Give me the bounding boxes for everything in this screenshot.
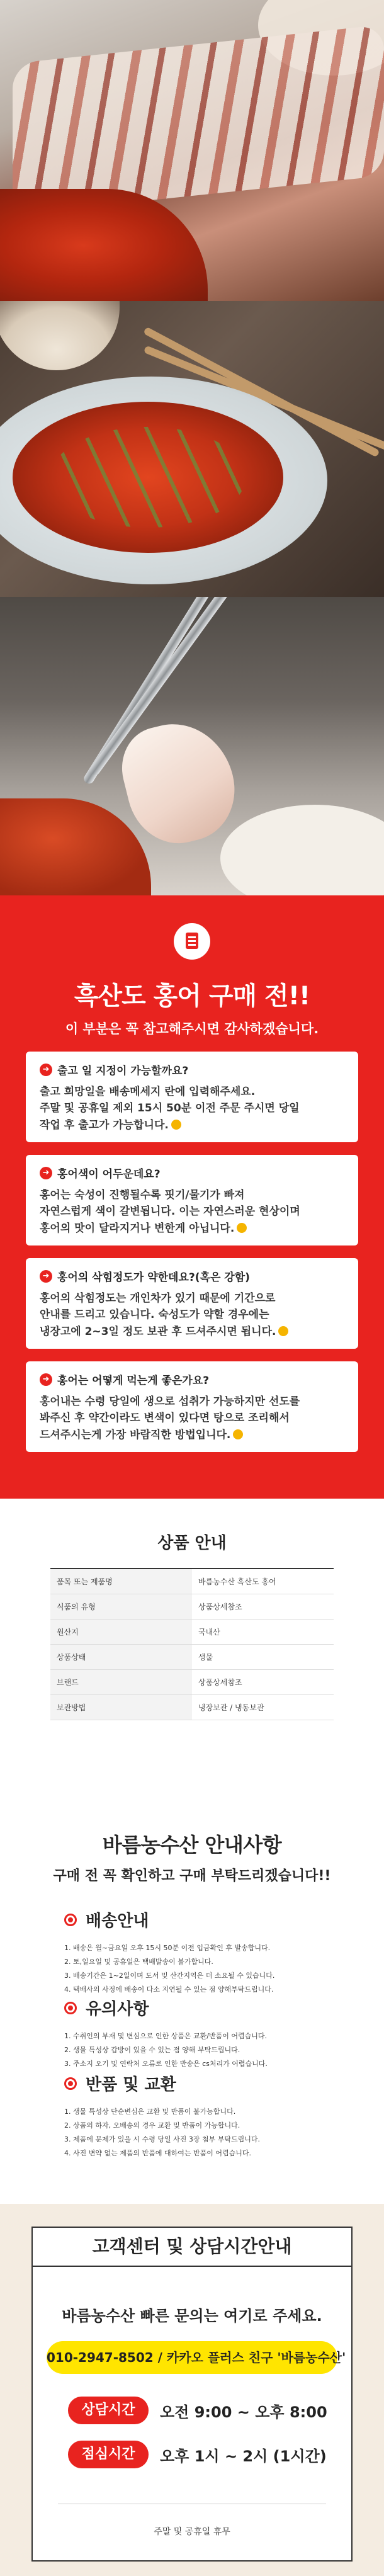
table-value: 상품상세참조: [192, 1594, 334, 1619]
return-info-block: [64, 2072, 341, 2160]
arrow-right-icon: ➜: [40, 1373, 52, 1386]
table-key: 원산지: [50, 1619, 192, 1644]
cs-title: 고객센터 및 상담시간안내: [31, 2227, 353, 2267]
arrow-right-icon: ➜: [40, 1270, 52, 1283]
table-row: [50, 1644, 334, 1669]
seasoned-food-shape: [13, 402, 283, 553]
smile-emoji-icon: [278, 1326, 288, 1336]
faq-answer-line: 작업 후 출고가 가능합니다.: [40, 1118, 169, 1132]
bowl-shape: [0, 301, 120, 370]
smile-emoji-icon: [237, 1223, 247, 1233]
table-row: [50, 1694, 334, 1720]
faq-card: [26, 1052, 358, 1142]
info-line: 4. 사진 변약 없는 제품의 반품에 대하여는 반품이 어렵습니다.: [64, 2149, 251, 2157]
product-info-title: 상품 안내: [157, 1534, 227, 1553]
faq-card: [26, 1155, 358, 1245]
lunch-time: 오후 1시 ~ 2시 (1시간): [160, 2447, 327, 2465]
arrow-right-icon: ➜: [40, 1167, 52, 1179]
info-line: 2. 토,일요일 및 공휴일은 택배발송이 불가합니다.: [64, 1958, 213, 1966]
info-line: 2. 상품의 하자, 오배송의 경우 교환 및 반품이 가능합니다.: [64, 2121, 240, 2130]
faq-answer-line: 봐주신 후 약간이라도 변색이 있다면 탕으로 조리해서: [40, 1412, 290, 1425]
info-line: 4. 택배사의 사정에 배송이 다소 지연될 수 있는 점 양해부탁드립니다.: [64, 1985, 274, 1994]
customer-center-section: [0, 2204, 384, 2576]
table-row: [50, 1569, 334, 1594]
skate-slice-shape: [113, 712, 246, 853]
table-key: 브랜드: [50, 1669, 192, 1694]
cs-intro: 바름농수산 빠른 문의는 여기로 주세요.: [62, 2307, 322, 2325]
faq-question: 홍어의 삭힘정도가 약한데요?(혹은 강함): [57, 1271, 250, 1284]
table-row: [50, 1619, 334, 1644]
notice-doc-icon: [174, 923, 210, 960]
bullet-circle-icon: [64, 1914, 77, 1926]
product-info-table: [50, 1568, 334, 1720]
faq-card: [26, 1258, 358, 1349]
cs-phone-contact[interactable]: 010-2947-8502 / 카카오 플러스 친구 '바름농수산': [47, 2341, 337, 2374]
sliced-skate-shape: [13, 25, 384, 215]
section-heading: 반품 및 교환: [86, 2075, 176, 2094]
arrow-right-icon: ➜: [40, 1064, 52, 1076]
faq-question: 홍어는 어떻게 먹는게 좋은가요?: [57, 1375, 210, 1387]
info-line: 3. 제품에 문제가 있을 시 수령 당일 사진 3장 첨부 부탁드립니다.: [64, 2135, 260, 2143]
table-value: 생물: [192, 1644, 334, 1669]
table-value: 바름농수산 흑산도 홍어: [192, 1569, 334, 1594]
table-key: 보관방법: [50, 1694, 192, 1720]
smile-emoji-icon: [171, 1120, 181, 1130]
faq-answer-line: 홍어는 숙성이 진행될수록 핏기/물기가 빠져: [40, 1189, 245, 1201]
table-row: [50, 1594, 334, 1619]
section-heading: 유의사항: [86, 2000, 149, 2019]
plate-shape: [220, 805, 384, 895]
notice-subtitle: 이 부분은 꼭 참고해주시면 감사하겠습니다.: [65, 1021, 319, 1036]
consult-time: 오전 9:00 ~ 오후 8:00: [160, 2403, 327, 2421]
consult-label: 상담시간: [68, 2397, 149, 2424]
info-line: 1. 배송은 월~금요일 오후 15시 50분 이전 입금확인 후 발송합니다.: [64, 1944, 271, 1952]
bullet-circle-icon: [64, 2077, 77, 2090]
table-key: 상품상태: [50, 1644, 192, 1669]
consult-hours-row: [68, 2397, 327, 2424]
store-info-title: 바름농수산 안내사항: [102, 1833, 282, 1857]
table-value: 상품상세참조: [192, 1669, 334, 1694]
product-photo-sliced-skate: [0, 0, 384, 301]
faq-answer-line: 냉장고에 2~3일 정도 보관 후 드셔주시면 됩니다.: [40, 1325, 276, 1338]
info-line: 3. 주소지 오기 및 연락처 오류로 인한 반송은 cs처리가 어렵습니다.: [64, 2060, 268, 2068]
faq-answer-line: 홍어의 맛이 달라지거나 변한게 아닙니다.: [40, 1222, 235, 1235]
faq-answer-line: 출고 희망일을 배송메세지 란에 입력해주세요.: [40, 1086, 256, 1098]
info-line: 1. 생물 특성상 단순변심은 교환 및 반품이 불가능합니다.: [64, 2108, 236, 2116]
lunch-hours-row: [68, 2441, 327, 2468]
table-key: 식품의 유형: [50, 1594, 192, 1619]
notice-title: 흑산도 홍어 구매 전!!: [74, 982, 310, 1011]
holiday-note: 주말 및 공휴일 휴무: [154, 2527, 230, 2537]
table-key: 품목 또는 제품명: [50, 1569, 192, 1594]
store-info-subtitle: 구매 전 꼭 확인하고 구매 부탁드리겠습니다!!: [53, 1868, 331, 1884]
section-heading: 배송안내: [86, 1912, 149, 1931]
bullet-circle-icon: [64, 2002, 77, 2014]
shipping-info-block: [64, 1908, 341, 1997]
product-photo-tongs-slice: [0, 597, 384, 895]
kimchi-shape: [0, 189, 208, 301]
faq-answer-line: 드셔주시는게 가장 바람직한 방법입니다.: [40, 1428, 231, 1441]
faq-answer-line: 안내를 드리고 있습니다. 숙성도가 약할 경우에는: [40, 1308, 269, 1322]
table-value: 냉장보관 / 냉동보관: [192, 1694, 334, 1720]
faq-card: [26, 1361, 358, 1452]
faq-answer-line: 자연스럽게 색이 갈변됩니다. 이는 자연스러운 현상이며: [40, 1205, 300, 1218]
table-row: [50, 1669, 334, 1694]
kimchi-shape: [0, 798, 151, 895]
smile-emoji-icon: [233, 1429, 243, 1439]
faq-answer-line: 주말 및 공휴일 제외 15시 50분 이전 주문 주시면 당일: [40, 1102, 300, 1115]
faq-answer-line: 홍어내는 수령 당일에 생으로 섭취가 가능하지만 선도를: [40, 1395, 300, 1408]
info-line: 2. 생물 특성상 갑방이 있을 수 있는 점 양해 부탁드립니다.: [64, 2046, 240, 2054]
lunch-label: 점심시간: [68, 2441, 149, 2468]
info-line: 1. 수취인의 부재 및 변심으로 인한 상품은 교환/반품이 어렵습니다.: [64, 2032, 267, 2040]
table-value: 국내산: [192, 1619, 334, 1644]
purchase-notice-section: [0, 895, 384, 1499]
product-photo-seasoned-skate: [0, 301, 384, 597]
cs-panel: [31, 2267, 353, 2562]
info-line: 3. 배송기간은 1~2일이며 도서 및 산간지역은 더 소요될 수 있습니다.: [64, 1972, 275, 1980]
caution-info-block: [64, 1996, 341, 2071]
faq-question: 출고 일 지정이 가능할까요?: [57, 1065, 189, 1077]
faq-question: 홍어색이 어두운데요?: [57, 1168, 161, 1181]
faq-answer-line: 홍어의 삭힘정도는 개인차가 있기 때문에 기간으로: [40, 1292, 276, 1305]
